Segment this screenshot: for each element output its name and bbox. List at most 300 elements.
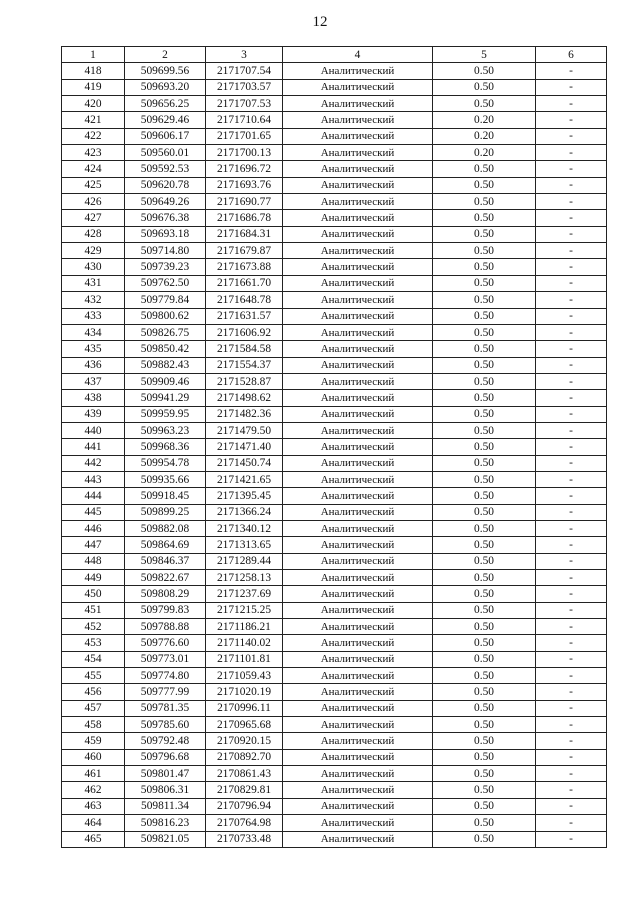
point-number-cell: 431 xyxy=(62,275,125,291)
note-cell: - xyxy=(536,488,607,504)
accuracy-cell: 0.50 xyxy=(433,96,536,112)
y-coordinate-cell: 2171710.64 xyxy=(206,112,283,128)
accuracy-cell: 0.50 xyxy=(433,292,536,308)
method-cell: Аналитический xyxy=(283,226,433,242)
accuracy-cell: 0.50 xyxy=(433,439,536,455)
note-cell: - xyxy=(536,406,607,422)
x-coordinate-cell: 509822.67 xyxy=(125,570,206,586)
x-coordinate-cell: 509693.20 xyxy=(125,79,206,95)
accuracy-cell: 0.50 xyxy=(433,815,536,831)
point-number-cell: 462 xyxy=(62,782,125,798)
note-cell: - xyxy=(536,390,607,406)
point-number-cell: 443 xyxy=(62,471,125,487)
note-cell: - xyxy=(536,243,607,259)
accuracy-cell: 0.20 xyxy=(433,145,536,161)
x-coordinate-cell: 509773.01 xyxy=(125,651,206,667)
note-cell: - xyxy=(536,635,607,651)
point-number-cell: 461 xyxy=(62,766,125,782)
point-number-cell: 428 xyxy=(62,226,125,242)
point-number-cell: 439 xyxy=(62,406,125,422)
x-coordinate-cell: 509826.75 xyxy=(125,324,206,340)
y-coordinate-cell: 2171648.78 xyxy=(206,292,283,308)
y-coordinate-cell: 2171679.87 xyxy=(206,243,283,259)
y-coordinate-cell: 2170965.68 xyxy=(206,717,283,733)
table-row xyxy=(62,488,607,504)
note-cell: - xyxy=(536,357,607,373)
point-number-cell: 459 xyxy=(62,733,125,749)
method-cell: Аналитический xyxy=(283,210,433,226)
y-coordinate-cell: 2171289.44 xyxy=(206,553,283,569)
y-coordinate-cell: 2171366.24 xyxy=(206,504,283,520)
coordinates-table xyxy=(61,46,607,848)
note-cell: - xyxy=(536,292,607,308)
x-coordinate-cell: 509941.29 xyxy=(125,390,206,406)
table-row xyxy=(62,733,607,749)
y-coordinate-cell: 2171707.53 xyxy=(206,96,283,112)
table-row xyxy=(62,373,607,389)
note-cell: - xyxy=(536,619,607,635)
method-cell: Аналитический xyxy=(283,194,433,210)
x-coordinate-cell: 509785.60 xyxy=(125,717,206,733)
x-coordinate-cell: 509656.25 xyxy=(125,96,206,112)
method-cell: Аналитический xyxy=(283,128,433,144)
y-coordinate-cell: 2170733.48 xyxy=(206,831,283,847)
method-cell: Аналитический xyxy=(283,635,433,651)
x-coordinate-cell: 509781.35 xyxy=(125,700,206,716)
note-cell: - xyxy=(536,668,607,684)
point-number-cell: 452 xyxy=(62,619,125,635)
accuracy-cell: 0.50 xyxy=(433,177,536,193)
method-cell: Аналитический xyxy=(283,798,433,814)
note-cell: - xyxy=(536,324,607,340)
table-row xyxy=(62,684,607,700)
method-cell: Аналитический xyxy=(283,112,433,128)
table-row xyxy=(62,471,607,487)
column-header-y: 3 xyxy=(206,47,283,63)
point-number-cell: 426 xyxy=(62,194,125,210)
table-row xyxy=(62,243,607,259)
y-coordinate-cell: 2171693.76 xyxy=(206,177,283,193)
y-coordinate-cell: 2171673.88 xyxy=(206,259,283,275)
method-cell: Аналитический xyxy=(283,488,433,504)
method-cell: Аналитический xyxy=(283,749,433,765)
accuracy-cell: 0.50 xyxy=(433,553,536,569)
note-cell: - xyxy=(536,259,607,275)
y-coordinate-cell: 2170796.94 xyxy=(206,798,283,814)
method-cell: Аналитический xyxy=(283,815,433,831)
x-coordinate-cell: 509606.17 xyxy=(125,128,206,144)
y-coordinate-cell: 2171498.62 xyxy=(206,390,283,406)
method-cell: Аналитический xyxy=(283,292,433,308)
table-row xyxy=(62,308,607,324)
x-coordinate-cell: 509799.83 xyxy=(125,602,206,618)
note-cell: - xyxy=(536,226,607,242)
accuracy-cell: 0.50 xyxy=(433,831,536,847)
y-coordinate-cell: 2171450.74 xyxy=(206,455,283,471)
accuracy-cell: 0.50 xyxy=(433,390,536,406)
y-coordinate-cell: 2171258.13 xyxy=(206,570,283,586)
table-row xyxy=(62,635,607,651)
note-cell: - xyxy=(536,161,607,177)
note-cell: - xyxy=(536,112,607,128)
note-cell: - xyxy=(536,602,607,618)
table-row xyxy=(62,749,607,765)
accuracy-cell: 0.50 xyxy=(433,259,536,275)
point-number-cell: 444 xyxy=(62,488,125,504)
y-coordinate-cell: 2171059.43 xyxy=(206,668,283,684)
y-coordinate-cell: 2171701.65 xyxy=(206,128,283,144)
x-coordinate-cell: 509796.68 xyxy=(125,749,206,765)
note-cell: - xyxy=(536,96,607,112)
point-number-cell: 435 xyxy=(62,341,125,357)
point-number-cell: 457 xyxy=(62,700,125,716)
table-row xyxy=(62,782,607,798)
note-cell: - xyxy=(536,749,607,765)
x-coordinate-cell: 509699.56 xyxy=(125,63,206,79)
x-coordinate-cell: 509774.80 xyxy=(125,668,206,684)
point-number-cell: 425 xyxy=(62,177,125,193)
table-row xyxy=(62,668,607,684)
method-cell: Аналитический xyxy=(283,553,433,569)
x-coordinate-cell: 509676.38 xyxy=(125,210,206,226)
point-number-cell: 453 xyxy=(62,635,125,651)
y-coordinate-cell: 2171421.65 xyxy=(206,471,283,487)
column-header-note: 6 xyxy=(536,47,607,63)
note-cell: - xyxy=(536,717,607,733)
method-cell: Аналитический xyxy=(283,471,433,487)
method-cell: Аналитический xyxy=(283,145,433,161)
point-number-cell: 418 xyxy=(62,63,125,79)
x-coordinate-cell: 509592.53 xyxy=(125,161,206,177)
point-number-cell: 421 xyxy=(62,112,125,128)
table-row xyxy=(62,455,607,471)
table-row xyxy=(62,275,607,291)
y-coordinate-cell: 2171584.58 xyxy=(206,341,283,357)
table-row xyxy=(62,717,607,733)
table-row xyxy=(62,570,607,586)
point-number-cell: 442 xyxy=(62,455,125,471)
method-cell: Аналитический xyxy=(283,243,433,259)
x-coordinate-cell: 509714.80 xyxy=(125,243,206,259)
point-number-cell: 436 xyxy=(62,357,125,373)
note-cell: - xyxy=(536,79,607,95)
x-coordinate-cell: 509762.50 xyxy=(125,275,206,291)
point-number-cell: 458 xyxy=(62,717,125,733)
point-number-cell: 427 xyxy=(62,210,125,226)
method-cell: Аналитический xyxy=(283,700,433,716)
y-coordinate-cell: 2171140.02 xyxy=(206,635,283,651)
x-coordinate-cell: 509821.05 xyxy=(125,831,206,847)
note-cell: - xyxy=(536,651,607,667)
note-cell: - xyxy=(536,439,607,455)
point-number-cell: 446 xyxy=(62,520,125,536)
x-coordinate-cell: 509693.18 xyxy=(125,226,206,242)
accuracy-cell: 0.50 xyxy=(433,504,536,520)
method-cell: Аналитический xyxy=(283,831,433,847)
point-number-cell: 433 xyxy=(62,308,125,324)
y-coordinate-cell: 2170861.43 xyxy=(206,766,283,782)
note-cell: - xyxy=(536,504,607,520)
point-number-cell: 448 xyxy=(62,553,125,569)
x-coordinate-cell: 509963.23 xyxy=(125,422,206,438)
column-header-x: 2 xyxy=(125,47,206,63)
table-row xyxy=(62,161,607,177)
table-row xyxy=(62,96,607,112)
column-header-method: 4 xyxy=(283,47,433,63)
method-cell: Аналитический xyxy=(283,766,433,782)
y-coordinate-cell: 2171631.57 xyxy=(206,308,283,324)
x-coordinate-cell: 509777.99 xyxy=(125,684,206,700)
accuracy-cell: 0.50 xyxy=(433,357,536,373)
accuracy-cell: 0.50 xyxy=(433,619,536,635)
point-number-cell: 423 xyxy=(62,145,125,161)
table-row xyxy=(62,177,607,193)
y-coordinate-cell: 2171684.31 xyxy=(206,226,283,242)
point-number-cell: 455 xyxy=(62,668,125,684)
y-coordinate-cell: 2171395.45 xyxy=(206,488,283,504)
y-coordinate-cell: 2171237.69 xyxy=(206,586,283,602)
y-coordinate-cell: 2171696.72 xyxy=(206,161,283,177)
page-number: 12 xyxy=(312,14,328,30)
accuracy-cell: 0.50 xyxy=(433,226,536,242)
method-cell: Аналитический xyxy=(283,782,433,798)
point-number-cell: 463 xyxy=(62,798,125,814)
point-number-cell: 454 xyxy=(62,651,125,667)
point-number-cell: 432 xyxy=(62,292,125,308)
accuracy-cell: 0.50 xyxy=(433,79,536,95)
table-row xyxy=(62,619,607,635)
point-number-cell: 441 xyxy=(62,439,125,455)
table-row xyxy=(62,210,607,226)
point-number-cell: 449 xyxy=(62,570,125,586)
accuracy-cell: 0.50 xyxy=(433,422,536,438)
x-coordinate-cell: 509560.01 xyxy=(125,145,206,161)
note-cell: - xyxy=(536,553,607,569)
note-cell: - xyxy=(536,700,607,716)
accuracy-cell: 0.50 xyxy=(433,161,536,177)
accuracy-cell: 0.50 xyxy=(433,749,536,765)
x-coordinate-cell: 509935.66 xyxy=(125,471,206,487)
method-cell: Аналитический xyxy=(283,586,433,602)
method-cell: Аналитический xyxy=(283,259,433,275)
x-coordinate-cell: 509850.42 xyxy=(125,341,206,357)
table-row xyxy=(62,79,607,95)
x-coordinate-cell: 509806.31 xyxy=(125,782,206,798)
method-cell: Аналитический xyxy=(283,308,433,324)
x-coordinate-cell: 509882.43 xyxy=(125,357,206,373)
method-cell: Аналитический xyxy=(283,733,433,749)
y-coordinate-cell: 2171661.70 xyxy=(206,275,283,291)
x-coordinate-cell: 509801.47 xyxy=(125,766,206,782)
table-row xyxy=(62,145,607,161)
note-cell: - xyxy=(536,177,607,193)
accuracy-cell: 0.50 xyxy=(433,324,536,340)
table-row xyxy=(62,390,607,406)
table-row xyxy=(62,112,607,128)
y-coordinate-cell: 2171340.12 xyxy=(206,520,283,536)
table-body xyxy=(62,63,607,848)
x-coordinate-cell: 509846.37 xyxy=(125,553,206,569)
table-row xyxy=(62,537,607,553)
note-cell: - xyxy=(536,210,607,226)
x-coordinate-cell: 509808.29 xyxy=(125,586,206,602)
table-row xyxy=(62,292,607,308)
y-coordinate-cell: 2170764.98 xyxy=(206,815,283,831)
accuracy-cell: 0.20 xyxy=(433,112,536,128)
accuracy-cell: 0.50 xyxy=(433,733,536,749)
method-cell: Аналитический xyxy=(283,341,433,357)
x-coordinate-cell: 509649.26 xyxy=(125,194,206,210)
x-coordinate-cell: 509800.62 xyxy=(125,308,206,324)
method-cell: Аналитический xyxy=(283,619,433,635)
column-header-point-number: 1 xyxy=(62,47,125,63)
y-coordinate-cell: 2171313.65 xyxy=(206,537,283,553)
y-coordinate-cell: 2171686.78 xyxy=(206,210,283,226)
method-cell: Аналитический xyxy=(283,520,433,536)
y-coordinate-cell: 2171528.87 xyxy=(206,373,283,389)
y-coordinate-cell: 2170920.15 xyxy=(206,733,283,749)
accuracy-cell: 0.50 xyxy=(433,520,536,536)
table-row xyxy=(62,504,607,520)
x-coordinate-cell: 509776.60 xyxy=(125,635,206,651)
method-cell: Аналитический xyxy=(283,570,433,586)
method-cell: Аналитический xyxy=(283,275,433,291)
note-cell: - xyxy=(536,684,607,700)
method-cell: Аналитический xyxy=(283,373,433,389)
point-number-cell: 420 xyxy=(62,96,125,112)
table-row xyxy=(62,553,607,569)
x-coordinate-cell: 509968.36 xyxy=(125,439,206,455)
y-coordinate-cell: 2171471.40 xyxy=(206,439,283,455)
point-number-cell: 430 xyxy=(62,259,125,275)
method-cell: Аналитический xyxy=(283,357,433,373)
x-coordinate-cell: 509792.48 xyxy=(125,733,206,749)
table-row xyxy=(62,128,607,144)
accuracy-cell: 0.50 xyxy=(433,684,536,700)
table-row xyxy=(62,63,607,79)
method-cell: Аналитический xyxy=(283,390,433,406)
accuracy-cell: 0.50 xyxy=(433,471,536,487)
accuracy-cell: 0.50 xyxy=(433,537,536,553)
table-row xyxy=(62,406,607,422)
method-cell: Аналитический xyxy=(283,504,433,520)
note-cell: - xyxy=(536,194,607,210)
accuracy-cell: 0.50 xyxy=(433,194,536,210)
method-cell: Аналитический xyxy=(283,406,433,422)
table-row xyxy=(62,341,607,357)
accuracy-cell: 0.50 xyxy=(433,373,536,389)
note-cell: - xyxy=(536,586,607,602)
method-cell: Аналитический xyxy=(283,79,433,95)
note-cell: - xyxy=(536,471,607,487)
table-row xyxy=(62,520,607,536)
accuracy-cell: 0.50 xyxy=(433,651,536,667)
method-cell: Аналитический xyxy=(283,96,433,112)
note-cell: - xyxy=(536,422,607,438)
y-coordinate-cell: 2171020.19 xyxy=(206,684,283,700)
y-coordinate-cell: 2171215.25 xyxy=(206,602,283,618)
note-cell: - xyxy=(536,373,607,389)
accuracy-cell: 0.50 xyxy=(433,455,536,471)
accuracy-cell: 0.50 xyxy=(433,766,536,782)
accuracy-cell: 0.50 xyxy=(433,406,536,422)
accuracy-cell: 0.50 xyxy=(433,798,536,814)
table-row xyxy=(62,700,607,716)
method-cell: Аналитический xyxy=(283,455,433,471)
method-cell: Аналитический xyxy=(283,63,433,79)
accuracy-cell: 0.50 xyxy=(433,782,536,798)
note-cell: - xyxy=(536,128,607,144)
accuracy-cell: 0.50 xyxy=(433,700,536,716)
accuracy-cell: 0.50 xyxy=(433,243,536,259)
y-coordinate-cell: 2171703.57 xyxy=(206,79,283,95)
table-row xyxy=(62,357,607,373)
x-coordinate-cell: 509954.78 xyxy=(125,455,206,471)
x-coordinate-cell: 509816.23 xyxy=(125,815,206,831)
x-coordinate-cell: 509882.08 xyxy=(125,520,206,536)
point-number-cell: 465 xyxy=(62,831,125,847)
note-cell: - xyxy=(536,63,607,79)
accuracy-cell: 0.50 xyxy=(433,668,536,684)
x-coordinate-cell: 509620.78 xyxy=(125,177,206,193)
point-number-cell: 440 xyxy=(62,422,125,438)
accuracy-cell: 0.50 xyxy=(433,602,536,618)
note-cell: - xyxy=(536,537,607,553)
note-cell: - xyxy=(536,766,607,782)
method-cell: Аналитический xyxy=(283,324,433,340)
table-row xyxy=(62,651,607,667)
accuracy-cell: 0.50 xyxy=(433,635,536,651)
method-cell: Аналитический xyxy=(283,422,433,438)
table-row xyxy=(62,586,607,602)
method-cell: Аналитический xyxy=(283,717,433,733)
x-coordinate-cell: 509899.25 xyxy=(125,504,206,520)
point-number-cell: 456 xyxy=(62,684,125,700)
note-cell: - xyxy=(536,815,607,831)
method-cell: Аналитический xyxy=(283,684,433,700)
method-cell: Аналитический xyxy=(283,651,433,667)
y-coordinate-cell: 2170892.70 xyxy=(206,749,283,765)
point-number-cell: 438 xyxy=(62,390,125,406)
note-cell: - xyxy=(536,570,607,586)
table-row xyxy=(62,259,607,275)
y-coordinate-cell: 2171101.81 xyxy=(206,651,283,667)
x-coordinate-cell: 509788.88 xyxy=(125,619,206,635)
accuracy-cell: 0.50 xyxy=(433,210,536,226)
point-number-cell: 437 xyxy=(62,373,125,389)
note-cell: - xyxy=(536,733,607,749)
y-coordinate-cell: 2170829.81 xyxy=(206,782,283,798)
table-row xyxy=(62,831,607,847)
table-row xyxy=(62,815,607,831)
accuracy-cell: 0.50 xyxy=(433,63,536,79)
accuracy-cell: 0.50 xyxy=(433,341,536,357)
x-coordinate-cell: 509811.34 xyxy=(125,798,206,814)
point-number-cell: 445 xyxy=(62,504,125,520)
method-cell: Аналитический xyxy=(283,177,433,193)
y-coordinate-cell: 2170996.11 xyxy=(206,700,283,716)
y-coordinate-cell: 2171554.37 xyxy=(206,357,283,373)
note-cell: - xyxy=(536,782,607,798)
note-cell: - xyxy=(536,275,607,291)
accuracy-cell: 0.50 xyxy=(433,308,536,324)
note-cell: - xyxy=(536,455,607,471)
note-cell: - xyxy=(536,798,607,814)
table-header-row xyxy=(62,47,607,63)
point-number-cell: 450 xyxy=(62,586,125,602)
x-coordinate-cell: 509918.45 xyxy=(125,488,206,504)
accuracy-cell: 0.50 xyxy=(433,717,536,733)
